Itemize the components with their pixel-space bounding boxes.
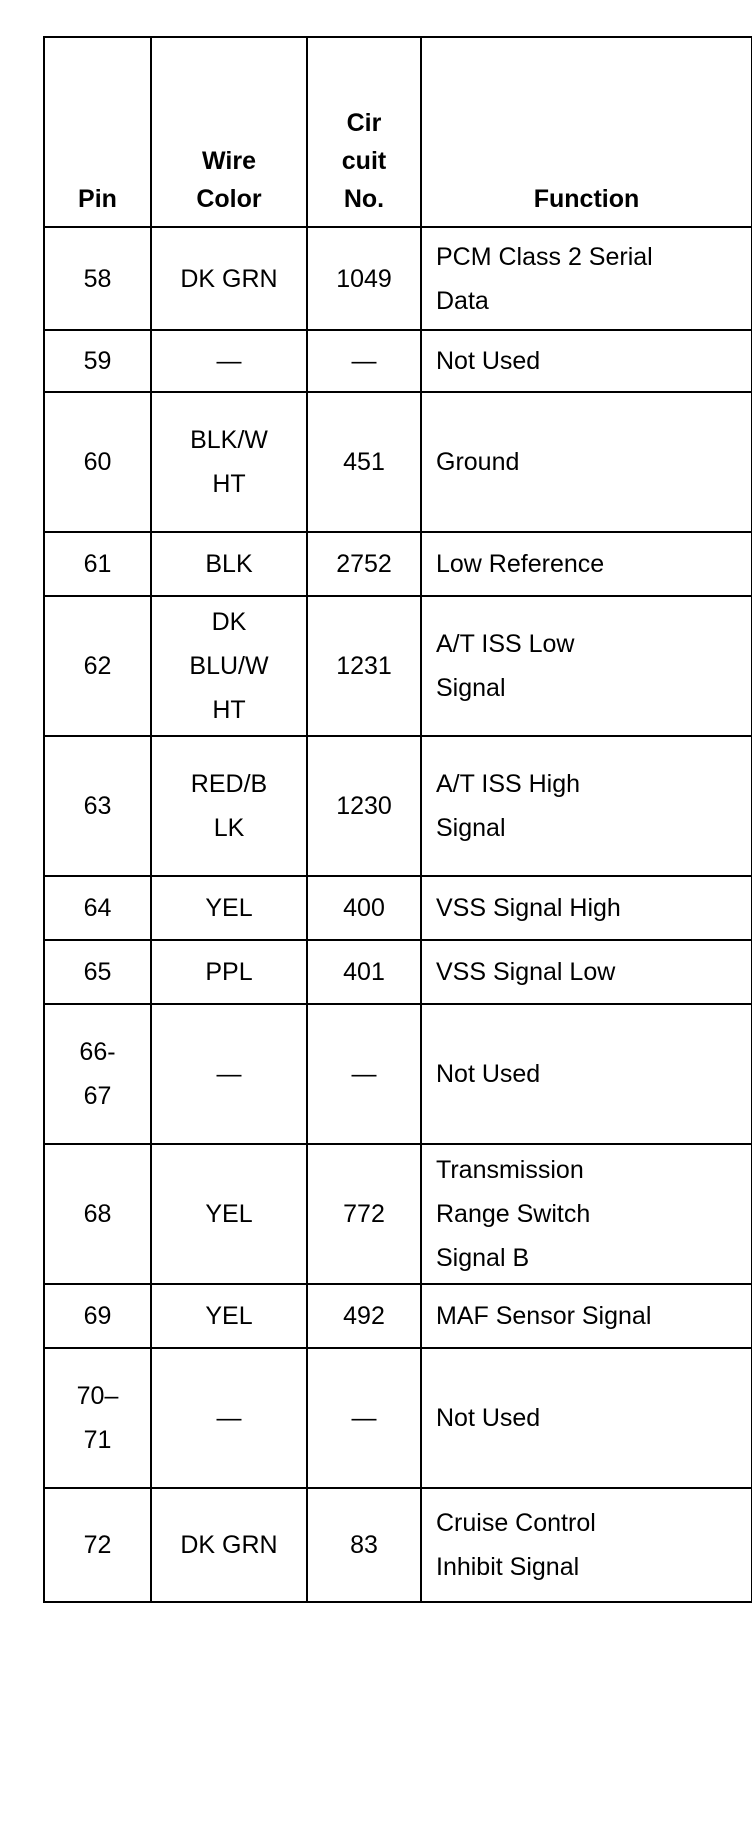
cell-function-line: A/T ISS Low	[436, 630, 575, 658]
header-pin: Pin	[44, 37, 151, 227]
table-row	[44, 596, 752, 736]
cell-wire-color-line: BLK/W	[190, 426, 268, 454]
cell-circuit-no-line: —	[351, 1404, 377, 1432]
cell-function-line: MAF Sensor Signal	[436, 1302, 652, 1330]
cell-function-line: Signal	[436, 674, 506, 702]
header-wire-color: Wire Color	[151, 37, 307, 227]
cell-circuit-no	[307, 1348, 421, 1488]
cell-circuit-no	[307, 1144, 421, 1284]
cell-wire-color	[151, 330, 307, 392]
cell-wire-color-line: HT	[212, 470, 246, 498]
cell-pin	[44, 392, 151, 532]
cell-circuit-no-line: 400	[343, 894, 385, 922]
cell-pin-line: 65	[83, 958, 112, 986]
cell-wire-color-line: YEL	[205, 894, 253, 922]
table-row	[44, 330, 752, 392]
cell-wire-color	[151, 392, 307, 532]
cell-circuit-no-line: 401	[343, 958, 385, 986]
cell-wire-color-line: DK GRN	[180, 264, 278, 293]
cell-wire-color-line: BLU/W	[189, 652, 269, 680]
cell-circuit-no-line: 2752	[336, 550, 392, 578]
cell-function-line: Cruise Control	[436, 1509, 596, 1537]
cell-function	[421, 940, 752, 1004]
cell-wire-color	[151, 940, 307, 1004]
cell-pin-line: 72	[83, 1531, 112, 1559]
cell-circuit-no-line: —	[351, 347, 377, 375]
cell-wire-color-line: —	[216, 1060, 242, 1088]
cell-function	[421, 532, 752, 596]
cell-function	[421, 330, 752, 392]
cell-pin-line: 68	[83, 1200, 112, 1228]
table-row	[44, 736, 752, 876]
cell-function-line: Ground	[436, 448, 520, 476]
cell-wire-color	[151, 227, 307, 330]
table-row	[44, 392, 752, 532]
cell-function-line: VSS Signal Low	[436, 958, 616, 986]
table-row	[44, 532, 752, 596]
cell-circuit-no	[307, 1488, 421, 1602]
cell-wire-color-line: PPL	[205, 958, 253, 986]
cell-circuit-no	[307, 1004, 421, 1144]
table-row	[44, 1488, 752, 1602]
cell-function-line: VSS Signal High	[436, 894, 621, 922]
cell-circuit-no	[307, 736, 421, 876]
cell-wire-color-line: DK	[211, 608, 247, 636]
cell-wire-color	[151, 532, 307, 596]
cell-circuit-no	[307, 392, 421, 532]
header-circuit-no: Cir cuit No.	[307, 37, 421, 227]
cell-function-line: Transmission	[436, 1156, 584, 1184]
cell-pin	[44, 876, 151, 940]
cell-wire-color-line: RED/B	[190, 770, 268, 798]
cell-function	[421, 596, 752, 736]
cell-function-line: A/T ISS High	[436, 770, 581, 798]
cell-circuit-no	[307, 596, 421, 736]
cell-pin	[44, 1144, 151, 1284]
cell-function-line: Not Used	[436, 347, 541, 375]
cell-function-line: Low Reference	[436, 550, 605, 578]
cell-pin-line: 67	[83, 1082, 112, 1110]
cell-circuit-no-line: 1049	[336, 264, 392, 293]
cell-wire-color	[151, 876, 307, 940]
cell-pin	[44, 736, 151, 876]
cell-pin-line: 60	[83, 448, 112, 476]
cell-function-line: Not Used	[436, 1060, 541, 1088]
cell-function	[421, 736, 752, 876]
cell-function	[421, 1488, 752, 1602]
cell-wire-color	[151, 1488, 307, 1602]
table-row	[44, 1004, 752, 1144]
cell-function	[421, 392, 752, 532]
cell-pin	[44, 1348, 151, 1488]
table-body	[44, 227, 752, 1602]
table-row	[44, 1144, 752, 1284]
table-row	[44, 876, 752, 940]
connector-pin-table	[43, 36, 752, 1603]
cell-circuit-no-line: 1230	[336, 792, 392, 820]
pin-table-container	[43, 36, 752, 1603]
cell-wire-color	[151, 1004, 307, 1144]
cell-circuit-no-line: —	[351, 1060, 377, 1088]
cell-wire-color-line: HT	[212, 696, 246, 724]
cell-circuit-no-line: 492	[343, 1302, 385, 1330]
cell-wire-color	[151, 1144, 307, 1284]
cell-function-line: Range Switch	[436, 1200, 591, 1228]
cell-pin-line: 61	[83, 550, 112, 578]
cell-pin-line: 69	[83, 1302, 112, 1330]
cell-circuit-no-line: 451	[343, 448, 385, 476]
cell-pin-line: 62	[83, 652, 112, 680]
cell-wire-color	[151, 596, 307, 736]
cell-circuit-no	[307, 940, 421, 1004]
cell-circuit-no-line: 772	[343, 1200, 385, 1228]
cell-pin	[44, 227, 151, 330]
cell-function	[421, 1348, 752, 1488]
cell-wire-color-line: BLK	[205, 550, 253, 578]
cell-wire-color-line: YEL	[205, 1200, 253, 1228]
cell-wire-color	[151, 1348, 307, 1488]
cell-circuit-no	[307, 227, 421, 330]
cell-function	[421, 1004, 752, 1144]
cell-wire-color-line: —	[216, 347, 242, 375]
table-row	[44, 1284, 752, 1348]
cell-function-line: Inhibit Signal	[436, 1553, 580, 1581]
cell-function-line: Signal B	[436, 1244, 530, 1272]
cell-circuit-no	[307, 1284, 421, 1348]
cell-circuit-no	[307, 532, 421, 596]
cell-circuit-no	[307, 330, 421, 392]
table-row	[44, 227, 752, 330]
cell-wire-color	[151, 736, 307, 876]
cell-pin-line: 59	[83, 347, 112, 375]
table-header-row	[44, 37, 752, 227]
cell-pin-line: 70–	[76, 1382, 119, 1410]
cell-function	[421, 876, 752, 940]
cell-pin-line: 66-	[79, 1038, 116, 1066]
cell-wire-color-line: LK	[213, 814, 245, 842]
cell-function-line: PCM Class 2 Serial	[436, 242, 653, 271]
cell-pin	[44, 1284, 151, 1348]
header-function: Function	[421, 37, 752, 227]
cell-wire-color	[151, 1284, 307, 1348]
cell-function-line: Data	[436, 286, 489, 315]
cell-function	[421, 227, 752, 330]
cell-pin-line: 71	[83, 1426, 112, 1454]
cell-circuit-no	[307, 876, 421, 940]
cell-pin	[44, 1488, 151, 1602]
cell-pin	[44, 940, 151, 1004]
cell-function-line: Not Used	[436, 1404, 541, 1432]
cell-pin-line: 63	[83, 792, 112, 820]
cell-function	[421, 1284, 752, 1348]
cell-circuit-no-line: 83	[350, 1531, 378, 1559]
cell-pin-line: 58	[83, 264, 112, 293]
cell-wire-color-line: YEL	[205, 1302, 253, 1330]
cell-pin	[44, 330, 151, 392]
cell-function	[421, 1144, 752, 1284]
cell-pin-line: 64	[83, 894, 112, 922]
table-row	[44, 940, 752, 1004]
cell-wire-color-line: —	[216, 1404, 242, 1432]
cell-pin	[44, 596, 151, 736]
cell-function-line: Signal	[436, 814, 506, 842]
table-row	[44, 1348, 752, 1488]
cell-pin	[44, 1004, 151, 1144]
cell-circuit-no-line: 1231	[336, 652, 392, 680]
cell-wire-color-line: DK GRN	[180, 1531, 278, 1559]
cell-pin	[44, 532, 151, 596]
